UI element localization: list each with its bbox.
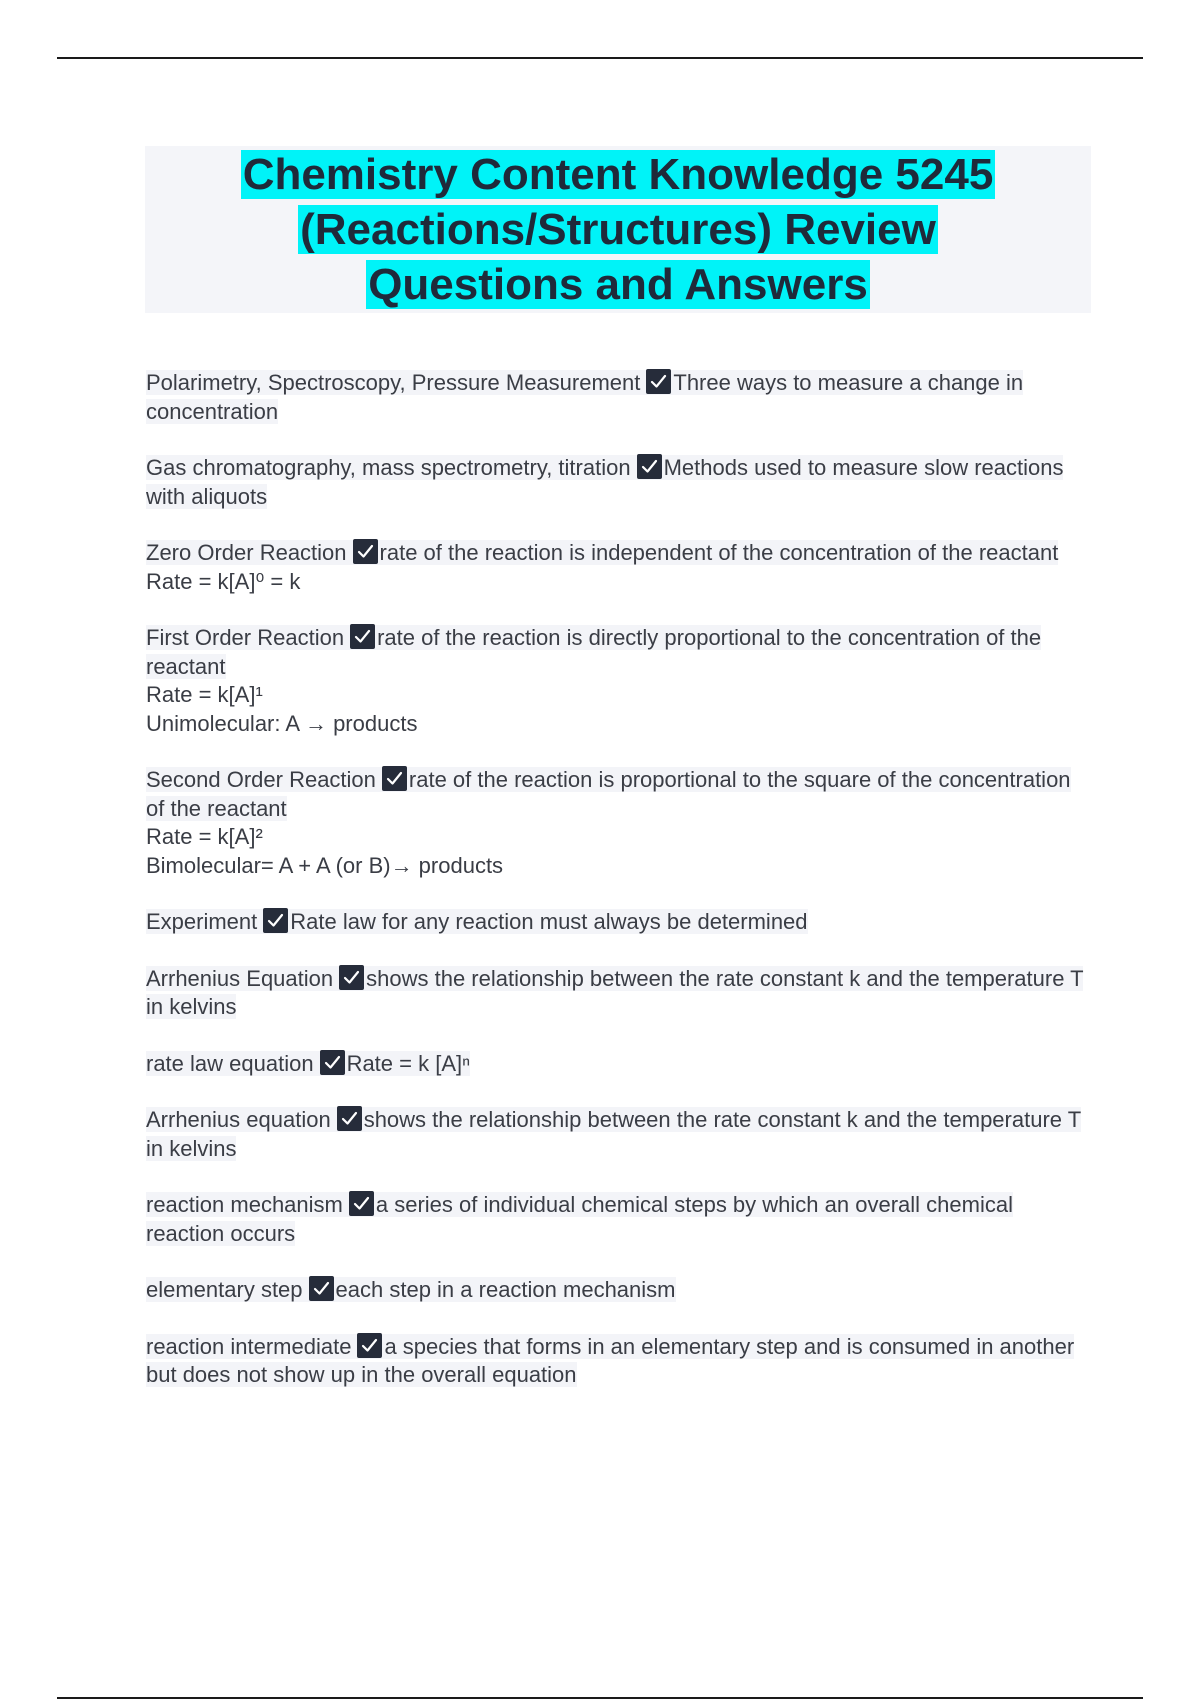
bottom-rule	[57, 1697, 1143, 1699]
qa-definition: Three ways to measure a change in concentration	[146, 370, 1024, 424]
qa-definition: rate of the reaction is proportional to the square of the concentration of the reactant	[146, 767, 1071, 821]
qa-definition: rate of the reaction is independent of the concentration of the reactant	[379, 540, 1059, 565]
qa-item	[146, 766, 1086, 880]
qa-item	[146, 1050, 1086, 1079]
qa-term: Zero Order Reaction	[146, 540, 347, 565]
qa-line	[146, 1192, 1013, 1246]
title-line: Chemistry Content Knowledge 5245	[242, 150, 994, 199]
qa-definition: Rate = k [A]ⁿ	[346, 1050, 471, 1076]
qa-item	[146, 454, 1086, 511]
qa-definition: Methods used to measure slow reactions with aliquots	[146, 455, 1064, 509]
qa-term: Gas chromatography, mass spectrometry, titration	[146, 455, 631, 480]
qa-definition: each step in a reaction mechanism	[335, 1277, 676, 1302]
qa-formula-line: Rate = k[A]²	[146, 824, 263, 849]
checkmark-box-icon	[350, 624, 375, 649]
qa-item	[146, 965, 1086, 1022]
checkmark-box-icon	[357, 1333, 382, 1358]
top-rule	[57, 57, 1143, 59]
qa-line	[146, 909, 808, 934]
qa-term: Arrhenius equation	[146, 1107, 331, 1132]
qa-line	[146, 455, 1063, 509]
qa-formula-line: Bimolecular= A + A (or B)→ products	[146, 852, 504, 878]
qa-line	[146, 767, 1071, 821]
checkmark-box-icon	[646, 369, 671, 394]
qa-term: reaction intermediate	[146, 1333, 352, 1359]
checkmark-box-icon	[339, 965, 364, 990]
qa-line	[146, 625, 1041, 679]
checkmark-box-icon	[353, 539, 378, 564]
title-box	[145, 146, 1091, 313]
qa-item	[146, 1276, 1086, 1305]
checkmark-box-icon	[320, 1050, 345, 1075]
qa-definition: a species that forms in an elementary step and is consumed in another but does not show up in the overall equation	[146, 1333, 1075, 1387]
qa-term: Second Order Reaction	[146, 767, 376, 792]
qa-item	[146, 1333, 1086, 1390]
qa-formula-line: Rate = k[A]⁰ = k	[146, 568, 301, 594]
qa-definition: Rate law for any reaction must always be determined	[290, 909, 808, 934]
qa-term: reaction mechanism	[146, 1192, 343, 1217]
title-line: Questions and Answers	[368, 260, 868, 309]
qa-term: Experiment	[146, 909, 258, 934]
qa-definition: rate of the reaction is directly proportional to the concentration of the reactant	[146, 625, 1042, 679]
checkmark-box-icon	[309, 1276, 334, 1301]
qa-definition: shows the relationship between the rate constant k and the temperature T in kelvins	[146, 965, 1084, 1019]
qa-term: Arrhenius Equation	[146, 965, 334, 991]
qa-line	[146, 1107, 1081, 1161]
qa-line	[146, 370, 1023, 424]
qa-item	[146, 1191, 1086, 1248]
qa-line	[146, 540, 1058, 565]
qa-line	[146, 1277, 676, 1302]
checkmark-box-icon	[263, 908, 288, 933]
page-title	[241, 147, 996, 312]
title-line: (Reactions/Structures) Review	[300, 205, 936, 254]
qa-formula-line: Rate = k[A]¹	[146, 682, 263, 707]
checkmark-box-icon	[637, 454, 662, 479]
qa-line	[146, 1051, 470, 1076]
qa-term: elementary step	[146, 1277, 303, 1302]
qa-term: rate law equation	[146, 1050, 314, 1076]
qa-line	[146, 966, 1083, 1020]
checkmark-box-icon	[382, 766, 407, 791]
checkmark-box-icon	[337, 1106, 362, 1131]
qa-list	[146, 369, 1086, 1418]
qa-term: Polarimetry, Spectroscopy, Pressure Measurement	[146, 370, 641, 395]
qa-item	[146, 369, 1086, 426]
qa-item	[146, 539, 1086, 596]
qa-formula-line: Unimolecular: A → products	[146, 710, 418, 736]
qa-line	[146, 1334, 1074, 1388]
qa-item	[146, 624, 1086, 738]
qa-term: First Order Reaction	[146, 625, 345, 650]
qa-item	[146, 1106, 1086, 1163]
qa-definition: a series of individual chemical steps by which an overall chemical reaction occurs	[146, 1192, 1013, 1246]
qa-item	[146, 908, 1086, 937]
qa-definition: shows the relationship between the rate constant k and the temperature T in kelvins	[146, 1107, 1081, 1161]
checkmark-box-icon	[349, 1191, 374, 1216]
